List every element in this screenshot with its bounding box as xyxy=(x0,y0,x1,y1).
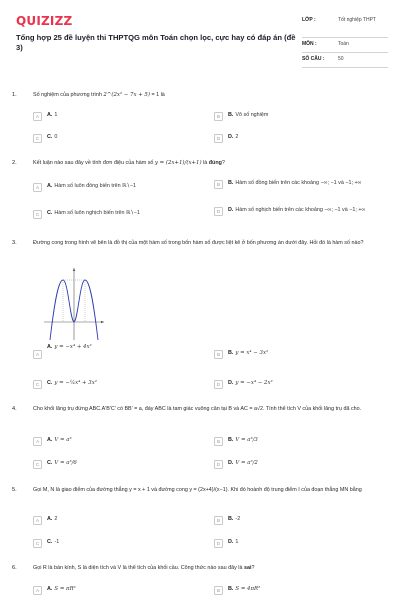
question-text: Cho khối lăng trụ đứng ABC.A′B′C′ có BB′ = a, đáy ABC là tam giác vuông cân tại B và AC = a√2. Tính thể tích V của khối lăng trụ đã cho. xyxy=(33,406,362,412)
option-box[interactable]: C xyxy=(33,210,42,219)
option-text: y = −¼x⁴ + 3x² xyxy=(54,380,97,386)
answer-option-c[interactable] xyxy=(33,134,203,143)
option-box[interactable]: A xyxy=(33,516,42,525)
option-letter: B. xyxy=(228,437,234,443)
question-number: 2. xyxy=(12,160,17,166)
option-box[interactable]: A xyxy=(33,112,42,121)
meta-class-value: Tốt nghiệp THPT xyxy=(338,17,376,23)
question-text xyxy=(33,565,388,572)
option-letter: B. xyxy=(228,180,234,186)
option-box[interactable]: D xyxy=(214,460,223,469)
worksheet-header xyxy=(0,0,400,92)
option-box[interactable]: D xyxy=(214,380,223,389)
option-text: Hàm số luôn nghịch biến trên ℝ∖−1 xyxy=(54,210,140,216)
option-box[interactable]: D xyxy=(214,207,223,216)
answer-option-a[interactable] xyxy=(33,344,203,359)
meta-count-value: 50 xyxy=(338,56,344,62)
x-axis-arrow xyxy=(101,321,104,323)
question-emphasis: sai xyxy=(243,565,252,571)
question-emphasis: đúng xyxy=(208,160,222,166)
answer-option-d[interactable] xyxy=(214,460,390,469)
answer-option-d[interactable] xyxy=(214,539,390,548)
meta-count-row xyxy=(302,53,388,68)
option-letter: C. xyxy=(47,380,53,386)
option-box[interactable]: A xyxy=(33,350,42,359)
y-axis-arrow xyxy=(73,268,75,271)
option-letter: B. xyxy=(228,586,234,592)
option-letter: A. xyxy=(47,344,53,350)
option-box[interactable]: C xyxy=(33,460,42,469)
option-text: -2 xyxy=(235,516,241,522)
question-number: 3. xyxy=(12,240,17,246)
question-number: 5. xyxy=(12,487,17,493)
option-box[interactable]: B xyxy=(214,586,223,595)
option-text: V = a³ xyxy=(54,437,72,443)
option-box[interactable]: A xyxy=(33,437,42,446)
option-text: 1 xyxy=(235,539,239,545)
answer-option-a[interactable] xyxy=(33,112,203,121)
question-text-part: ? xyxy=(221,160,225,166)
answer-option-d[interactable] xyxy=(214,207,390,216)
option-letter: C. xyxy=(47,134,53,140)
question-text-part: = 1 là xyxy=(149,92,165,98)
meta-subject-row xyxy=(302,38,388,53)
meta-class-row xyxy=(302,14,388,38)
option-box[interactable]: B xyxy=(214,437,223,446)
option-box[interactable]: C xyxy=(33,380,42,389)
option-letter: D. xyxy=(228,207,234,213)
option-text: S = πR² xyxy=(54,586,76,592)
option-box[interactable]: A xyxy=(33,586,42,595)
question-text-part: là xyxy=(201,160,209,166)
function-graph xyxy=(44,266,104,340)
option-box[interactable]: A xyxy=(33,183,42,192)
option-letter: C. xyxy=(47,539,53,545)
option-letter: D. xyxy=(228,539,234,545)
option-letter: A. xyxy=(47,437,53,443)
option-letter: D. xyxy=(228,134,234,140)
option-box[interactable]: C xyxy=(33,539,42,548)
option-text: 2 xyxy=(235,134,239,140)
option-box[interactable]: B xyxy=(214,180,223,189)
option-letter: A. xyxy=(47,516,53,522)
option-letter: B. xyxy=(228,350,234,356)
answer-option-a[interactable] xyxy=(33,586,203,595)
option-text: Hàm số đồng biến trên các khoảng −∞; −1 và −1; +∞ xyxy=(235,180,362,186)
answer-option-b[interactable] xyxy=(214,180,390,189)
option-text: 2 xyxy=(54,516,58,522)
option-box[interactable]: C xyxy=(33,134,42,143)
answer-option-a[interactable] xyxy=(33,183,203,192)
option-box[interactable]: D xyxy=(214,134,223,143)
answer-option-c[interactable] xyxy=(33,539,203,548)
question-text xyxy=(33,92,388,99)
quizizz-logo: QUIZIZZ xyxy=(16,14,73,28)
question-text-part: ? xyxy=(251,565,255,571)
option-text: Hàm số luôn đồng biến trên ℝ∖−1 xyxy=(54,183,136,189)
option-text: V = a³/2 xyxy=(235,460,258,466)
answer-option-c[interactable] xyxy=(33,460,203,469)
meta-subject-value: Toán xyxy=(338,41,349,47)
answer-option-a[interactable] xyxy=(33,516,203,525)
question-number: 4. xyxy=(12,406,17,412)
meta-count-label: SỐ CÂU : xyxy=(302,56,325,62)
option-text: S = 4πR² xyxy=(235,586,261,592)
option-text: Hàm số nghịch biến trên các khoảng −∞; −1 và −1; +∞ xyxy=(235,207,366,213)
option-text: 0 xyxy=(54,134,58,140)
question-number: 6. xyxy=(12,565,17,571)
answer-option-b[interactable] xyxy=(214,437,390,446)
question-text-part: Gọi R là bán kính, S là diện tích và V là thể tích của khối cầu. Công thức nào sau đây là xyxy=(33,565,244,571)
option-text: y = −x⁴ − 2x² xyxy=(235,380,273,386)
option-box[interactable]: D xyxy=(214,539,223,548)
meta-class-label: LỚP : xyxy=(302,17,316,23)
option-letter: A. xyxy=(47,112,53,118)
option-box[interactable]: B xyxy=(214,516,223,525)
answer-option-d[interactable] xyxy=(214,134,390,143)
question-text-part: Số nghiệm của phương trình xyxy=(33,92,104,98)
question-text: Gọi M, N là giao điểm của đường thẳng y = x + 1 và đường cong y = (2x+4)/(x−1). Khi đó hoành độ trung điểm I của đoạn thẳng MN bằng xyxy=(33,487,362,493)
question-text-part: Kết luận nào sau đây về tính đơn điệu của hàm số xyxy=(33,160,155,166)
option-text: Vô số nghiệm xyxy=(235,112,269,118)
question-text: Đường cong trong hình vẽ bên là đồ thị của một hàm số trong bốn hàm số được liệt kê ở bốn phương án dưới đây. Hỏi đó là hàm số nào? xyxy=(33,240,364,246)
answer-option-b[interactable] xyxy=(214,112,390,121)
option-text: -1 xyxy=(54,539,60,545)
answer-option-c[interactable] xyxy=(33,210,203,219)
option-text: V = a³/3 xyxy=(235,437,258,443)
option-box[interactable]: B xyxy=(214,112,223,121)
option-letter: B. xyxy=(228,516,234,522)
option-letter: D. xyxy=(228,460,234,466)
worksheet-meta xyxy=(302,14,388,68)
question-text xyxy=(33,160,388,167)
option-letter: A. xyxy=(47,183,53,189)
answer-option-b[interactable] xyxy=(214,516,390,525)
option-letter: D. xyxy=(228,380,234,386)
question-math: y = (2x+1)/(x+1) xyxy=(154,160,202,166)
option-letter: C. xyxy=(47,210,53,216)
question-math: 2^(2x² − 7x + 5) xyxy=(103,92,150,98)
answer-option-b[interactable] xyxy=(214,350,390,359)
answer-option-d[interactable] xyxy=(214,380,390,389)
option-letter: A. xyxy=(47,586,53,592)
meta-subject-label: MÔN : xyxy=(302,41,317,47)
option-text: V = a³/6 xyxy=(54,460,77,466)
option-letter: C. xyxy=(47,460,53,466)
option-letter: B. xyxy=(228,112,234,118)
option-text: y = −x⁴ + 4x² xyxy=(54,344,92,350)
answer-option-b[interactable] xyxy=(214,586,390,595)
option-box[interactable]: B xyxy=(214,350,223,359)
answer-option-c[interactable] xyxy=(33,380,203,389)
option-text: 1 xyxy=(54,112,58,118)
option-text: y = x⁴ − 3x² xyxy=(235,350,269,356)
question-number: 1. xyxy=(12,92,17,98)
worksheet-title: Tổng hợp 25 đề luyện thi THPTQG môn Toán chọn lọc, cực hay có đáp án (đề 3) xyxy=(16,33,296,52)
answer-option-a[interactable] xyxy=(33,437,203,446)
